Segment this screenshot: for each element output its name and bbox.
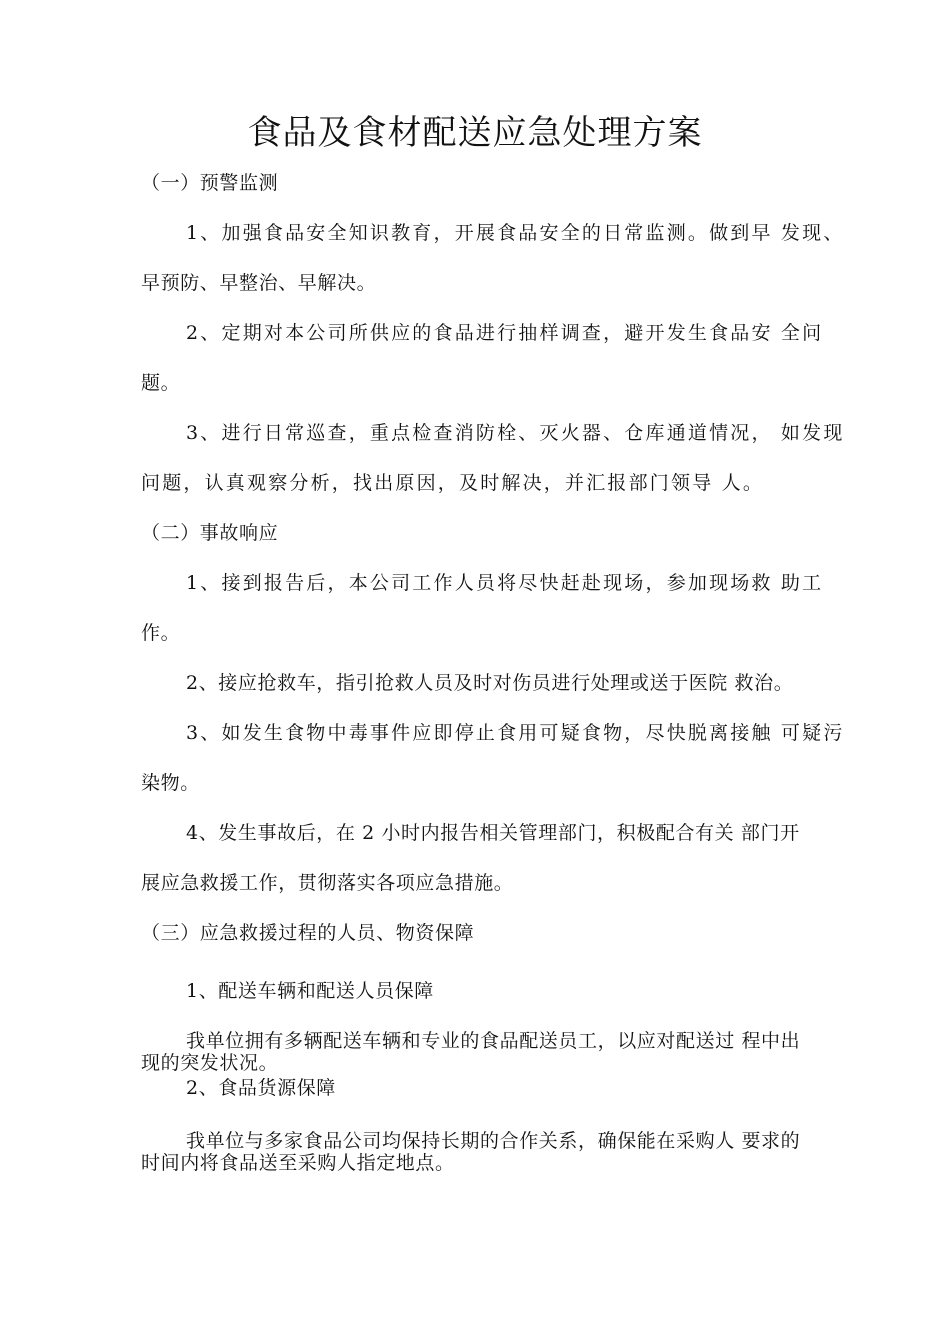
subheading-vehicles: 1、配送车辆和配送人员保障 [186, 980, 434, 1002]
paragraph-line: 题。 [141, 372, 181, 394]
paragraph-line: 问题，认真观察分析，找出原因，及时解决，并汇报部门领导 人。 [141, 472, 765, 494]
paragraph-line: 1、加强食品安全知识教育，开展食品安全的日常监测。做到早 发现、 [186, 222, 845, 244]
paragraph-line: 3、进行日常巡查，重点检查消防栓、灭火器、仓库通道情况， 如发现 [186, 422, 845, 444]
section-heading-2: （二）事故响应 [141, 522, 279, 544]
paragraph-line: 我单位与多家食品公司均保持长期的合作关系，确保能在采购人 要求的 [186, 1130, 801, 1152]
paragraph-line: 作。 [141, 622, 181, 644]
paragraph-line: 早预防、早整治、早解决。 [141, 272, 377, 294]
section-heading-3: （三）应急救援过程的人员、物资保障 [141, 922, 475, 944]
paragraph-line: 2、定期对本公司所供应的食品进行抽样调查，避开发生食品安 全问 [186, 322, 824, 344]
section-heading-1: （一）预警监测 [141, 172, 279, 194]
paragraph-line: 我单位拥有多辆配送车辆和专业的食品配送员工，以应对配送过 程中出 [186, 1030, 801, 1052]
paragraph-line: 染物。 [141, 772, 200, 794]
paragraph-line: 2、接应抢救车，指引抢救人员及时对伤员进行处理或送于医院 救治。 [186, 672, 794, 694]
subheading-supply: 2、食品货源保障 [186, 1077, 336, 1099]
paragraph-line: 4、发生事故后，在 2 小时内报告相关管理部门，积极配合有关 部门开 [186, 822, 800, 844]
paragraph-line: 1、接到报告后，本公司工作人员将尽快赶赴现场，参加现场救 助工 [186, 572, 824, 594]
paragraph-line: 展应急救援工作，贯彻落实各项应急措施。 [141, 872, 514, 894]
document-title: 食品及食材配送应急处理方案 [247, 113, 703, 153]
paragraph-line: 3、如发生食物中毒事件应即停止食用可疑食物，尽快脱离接触 可疑污 [186, 722, 845, 744]
paragraph-line: 时间内将食品送至采购人指定地点。 [141, 1152, 455, 1174]
paragraph-line: 现的突发状况。 [141, 1052, 279, 1074]
